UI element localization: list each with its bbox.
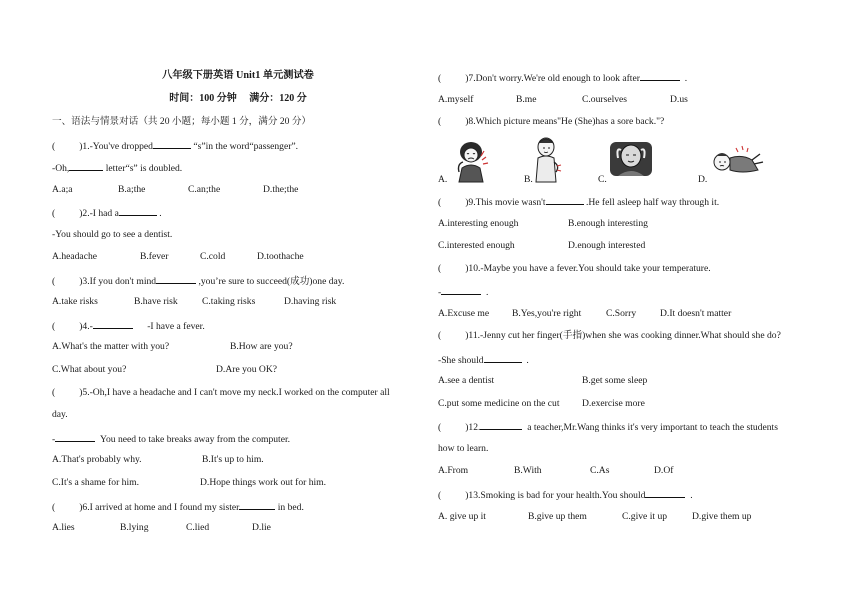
question-5: ( )5.-Oh,I have a headache and I can't move my neck.I worked on the computer all	[52, 387, 390, 398]
option-c[interactable]: C.ourselves	[582, 94, 628, 105]
question-11-line2: -She should .	[438, 355, 529, 366]
answer-blank[interactable]	[645, 488, 685, 498]
option-d[interactable]: D.lie	[252, 522, 271, 533]
question-5-line1b: day.	[52, 409, 68, 420]
option-d[interactable]: D.Are you OK?	[216, 364, 278, 375]
question-7: ( )7.Don't worry.We're old enough to look after .	[438, 73, 688, 84]
exam-info	[52, 93, 424, 105]
option-b[interactable]: B.me	[516, 94, 537, 105]
question-10: ( )10.-Maybe you have a fever.You should take your temperature.	[438, 263, 711, 274]
option-a[interactable]: A.a;a	[52, 184, 73, 195]
question-1: ( )1.-You've dropped “s”in the word“passenger”.	[52, 141, 299, 152]
option-a[interactable]: A.Excuse me	[438, 308, 490, 319]
option-c[interactable]: C.What about you?	[52, 364, 127, 375]
question-2: ( )2.-I had a .	[52, 208, 162, 219]
option-b[interactable]: B.lying	[120, 522, 149, 533]
boy-lying-stomachache-icon[interactable]	[708, 142, 764, 176]
option-d[interactable]: D.It doesn't matter	[660, 308, 732, 319]
page-title: 八年级下册英语 Unit1 单元测试卷	[162, 70, 314, 81]
answer-blank[interactable]	[119, 206, 157, 216]
answer-blank[interactable]	[484, 353, 522, 363]
option-b[interactable]: B.With	[514, 465, 542, 476]
question-11: ( )11.-Jenny cut her finger(手指)when she was cooking dinner.What should she do?	[438, 330, 781, 341]
girl-holding-neck-icon[interactable]	[450, 138, 492, 184]
question-2-line2: -You should go to see a dentist.	[52, 229, 173, 240]
answer-blank[interactable]	[239, 500, 275, 510]
time-label: 时间：100 分钟	[169, 93, 237, 104]
option-d[interactable]: D.the;the	[263, 184, 299, 195]
question-4: ( )4.- -I have a fever.	[52, 321, 205, 332]
option-d[interactable]: D.us	[670, 94, 688, 105]
option-b[interactable]: B.Yes,you're right	[512, 308, 582, 319]
question-12: ( )12. a teacher,Mr.Wang thinks it's very important to teach the students	[438, 422, 778, 433]
option-c[interactable]: C.give it up	[622, 511, 668, 522]
option-b[interactable]: B.	[524, 174, 533, 185]
option-b[interactable]: B.fever	[140, 251, 169, 262]
score-label: 满分：120 分	[249, 93, 307, 104]
option-b[interactable]: B.have risk	[134, 296, 178, 307]
option-d[interactable]: D.give them up	[692, 511, 752, 522]
option-d[interactable]: D.enough interested	[568, 240, 646, 251]
option-c[interactable]: C.	[598, 174, 607, 185]
option-c[interactable]: C.put some medicine on the cut	[438, 398, 560, 409]
option-c[interactable]: C.As	[590, 465, 610, 476]
answer-blank[interactable]	[640, 71, 680, 81]
option-b[interactable]: B.It's up to him.	[202, 454, 264, 465]
answer-blank[interactable]	[153, 139, 191, 149]
answer-blank[interactable]	[546, 195, 584, 205]
option-b[interactable]: B.give up them	[528, 511, 587, 522]
option-d[interactable]: D.Of	[654, 465, 674, 476]
option-d[interactable]: D.exercise more	[582, 398, 645, 409]
option-a[interactable]: A.interesting enough	[438, 218, 519, 229]
option-b[interactable]: B.How are you?	[230, 341, 293, 352]
option-a[interactable]: A.That's probably why.	[52, 454, 142, 465]
option-b[interactable]: B.get some sleep	[582, 375, 648, 386]
option-a[interactable]: A.lies	[52, 522, 75, 533]
option-d[interactable]: D.	[698, 174, 708, 185]
option-a[interactable]: A.take risks	[52, 296, 98, 307]
answer-blank[interactable]	[156, 274, 196, 284]
question-10-line2: - .	[438, 287, 489, 298]
option-c[interactable]: C.an;the	[188, 184, 221, 195]
question-13: ( )13.Smoking is bad for your health.You should .	[438, 490, 693, 501]
woman-holding-head-icon[interactable]	[608, 138, 654, 178]
option-d[interactable]: D.Hope things work out for him.	[200, 477, 327, 488]
option-c[interactable]: C.Sorry	[606, 308, 637, 319]
question-3: ( )3.If you don't mind ,you’re sure to succeed(成功)one day.	[52, 276, 345, 287]
option-a[interactable]: A.What's the matter with you?	[52, 341, 170, 352]
option-a[interactable]: A. give up it	[438, 511, 486, 522]
option-a[interactable]: A.myself	[438, 94, 474, 105]
option-c[interactable]: C.interested enough	[438, 240, 515, 251]
option-a[interactable]: A.headache	[52, 251, 98, 262]
question-5-line2: - You need to take breaks away from the computer.	[52, 434, 291, 445]
question-8: ( )8.Which picture means"He (She)has a sore back."?	[438, 116, 665, 127]
option-c[interactable]: C.cold	[200, 251, 226, 262]
man-holding-back-icon[interactable]	[530, 136, 564, 184]
option-b[interactable]: B.a;the	[118, 184, 146, 195]
option-a[interactable]: A.	[438, 174, 448, 185]
answer-blank[interactable]	[480, 420, 522, 430]
question-9: ( )9.This movie wasn't .He fell asleep half way through it.	[438, 197, 720, 208]
question-12-line2: how to learn.	[438, 443, 489, 454]
question-1-line2: -Oh, letter“s” is doubled.	[52, 163, 183, 174]
answer-blank[interactable]	[69, 161, 103, 171]
section-heading: 一、语法与情景对话（共 20 小题；每小题 1 分，满分 20 分）	[52, 116, 312, 127]
answer-blank[interactable]	[55, 432, 95, 442]
option-a[interactable]: A.From	[438, 465, 469, 476]
option-a[interactable]: A.see a dentist	[438, 375, 495, 386]
option-c[interactable]: C.taking risks	[202, 296, 256, 307]
option-d[interactable]: D.toothache	[257, 251, 304, 262]
option-c[interactable]: C.It's a shame for him.	[52, 477, 139, 488]
option-b[interactable]: B.enough interesting	[568, 218, 648, 229]
option-d[interactable]: D.having risk	[284, 296, 337, 307]
answer-blank[interactable]	[441, 285, 481, 295]
answer-blank[interactable]	[93, 319, 133, 329]
option-c[interactable]: C.lied	[186, 522, 210, 533]
question-6: ( )6.I arrived at home and I found my sister in bed.	[52, 502, 304, 513]
